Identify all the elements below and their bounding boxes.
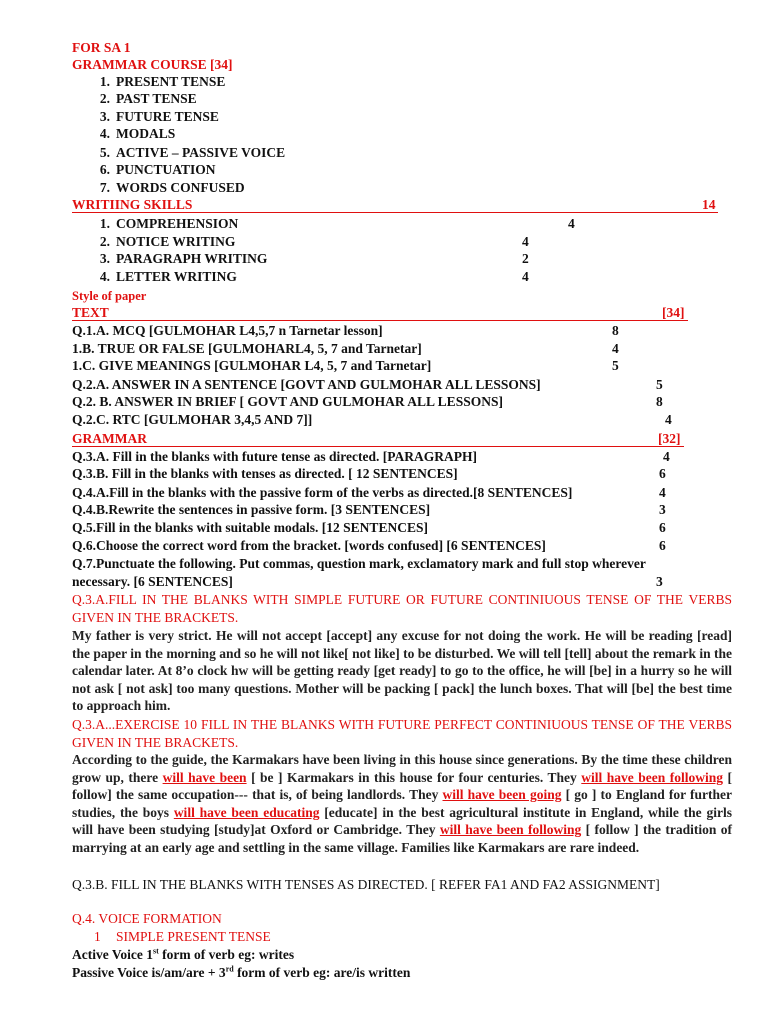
- list-item: COMPREHENSION: [116, 216, 239, 231]
- list-item: ACTIVE – PASSIVE VOICE: [116, 145, 286, 160]
- marks-value: 4: [659, 485, 666, 500]
- rule-sup: st: [152, 946, 159, 956]
- exercise-10-paragraph: [72, 751, 732, 856]
- question-row: Q.4.A.Fill in the blanks with the passive form of the verbs as directed.[8 SENTENCES]: [72, 485, 573, 500]
- marks-value: 6: [659, 520, 666, 535]
- heading-underline: [72, 320, 688, 321]
- for-sa-heading: FOR SA 1: [72, 40, 131, 55]
- list-item-number: 1.: [99, 216, 110, 231]
- marks-value: 3: [656, 574, 663, 589]
- question-row: 1.C. GIVE MEANINGS [GULMOHAR L4, 5, 7 and Tarnetar]: [72, 358, 432, 373]
- filled-blank: will have been following: [581, 769, 724, 785]
- list-item-number: 3.: [99, 251, 110, 266]
- text-section-heading: TEXT: [72, 305, 109, 320]
- paragraph-text: [ be ] Karmakars in this house for four centuries. They: [246, 769, 582, 785]
- list-item-number: 7.: [99, 180, 110, 195]
- writing-skills-heading: WRITIING SKILLS: [72, 197, 193, 212]
- q3b-line: Q.3.B. FILL IN THE BLANKS WITH TENSES AS DIRECTED. [ REFER FA1 AND FA2 ASSIGNMENT]: [72, 877, 660, 892]
- list-item-number: 6.: [99, 162, 110, 177]
- grammar-section-heading: GRAMMAR: [72, 431, 147, 446]
- question-row: Q.6.Choose the correct word from the bracket. [words confused] [6 SENTENCES]: [72, 538, 546, 553]
- marks-value: 6: [659, 466, 666, 481]
- list-item: PARAGRAPH WRITING: [116, 251, 268, 266]
- q4-heading: Q.4. VOICE FORMATION: [72, 911, 222, 926]
- marks-value: 5: [612, 358, 619, 373]
- list-item: PAST TENSE: [116, 91, 197, 106]
- heading-underline: [72, 446, 684, 447]
- question-row: Q.3.B. Fill in the blanks with tenses as directed. [ 12 SENTENCES]: [72, 466, 458, 481]
- marks-value: 4: [522, 234, 529, 249]
- list-item-number: 5.: [99, 145, 110, 160]
- list-item-number: 3.: [99, 109, 110, 124]
- paragraph-text: [ follow] the same occupation--- that is, of being landlords. They: [72, 769, 732, 802]
- grammar-section-total: [32]: [658, 431, 681, 446]
- question-row: Q.5.Fill in the blanks with suitable modals. [12 SENTENCES]: [72, 520, 428, 535]
- style-of-paper-label: Style of paper: [72, 289, 147, 303]
- marks-value: 8: [656, 394, 663, 409]
- list-item-number: 4.: [99, 126, 110, 141]
- paragraph-text: [ go ] to England for further studies, the boys: [72, 787, 733, 820]
- q3a-heading: Q.3.A.FILL IN THE BLANKS WITH SIMPLE FUTURE OR FUTURE CONTINIUOUS TENSE OF THE VERBS GIVEN IN THE BRACKETS.: [72, 592, 732, 625]
- filled-blank: will have been going: [442, 787, 562, 802]
- paragraph-text: According to the guide, the Karmakars have been living in this house since generations. By the time these children grow up, there: [72, 752, 732, 785]
- list-item: MODALS: [116, 126, 176, 141]
- sub-heading: SIMPLE PRESENT TENSE: [116, 929, 271, 944]
- question-row: Q.2.C. RTC [GULMOHAR 3,4,5 AND 7]]: [72, 412, 313, 427]
- filled-blank: will have been: [162, 769, 247, 785]
- paragraph-text: [educate] in the best agricultural institute in England, while the girls will have been studying [study]at Oxford or Cambridge. They: [72, 804, 732, 837]
- marks-value: 5: [656, 377, 663, 392]
- rule-text: Passive Voice is/am/are + 3: [72, 965, 226, 980]
- writing-skills-total: 14: [702, 197, 716, 212]
- rule-sup: rd: [225, 964, 234, 974]
- exercise-10-heading: Q.3.A...EXERCISE 10 FILL IN THE BLANKS WITH FUTURE PERFECT CONTINIUOUS TENSE OF THE VERBS GIVEN IN THE BRACKETS.: [72, 717, 732, 750]
- list-item: NOTICE WRITING: [116, 234, 236, 249]
- question-row: 1.B. TRUE OR FALSE [GULMOHARL4, 5, 7 and Tarnetar]: [72, 341, 422, 356]
- filled-blank: will have been educating: [173, 804, 320, 820]
- q3a-paragraph: My father is very strict. He will not accept [accept] any excuse for not doing the work. He will be reading [read] the paper in the morning and so he will not like[ not like] to be disturbed. We will tell [tell] about the remark in the calendar later. At 8’o clock hw will be getting ready [get ready] to go to the office, he will [be] in a hurry so he will not ask [ not ask] too many questions. Mother will be packing [ pack] the lunch boxes. That will [be] the best time to approach him.: [72, 628, 732, 713]
- filled-blank: will have been following: [439, 822, 582, 837]
- question-row: Q.3.A. Fill in the blanks with future tense as directed. [PARAGRAPH]: [72, 449, 477, 464]
- passive-voice-rule: [72, 965, 410, 981]
- marks-value: 4: [663, 449, 670, 464]
- list-item: WORDS CONFUSED: [116, 180, 245, 195]
- marks-value: 6: [659, 538, 666, 553]
- grammar-course-heading: GRAMMAR COURSE [34]: [72, 57, 233, 72]
- marks-value: 4: [665, 412, 672, 427]
- active-voice-rule: [72, 947, 294, 963]
- list-item: PRESENT TENSE: [116, 74, 226, 89]
- paragraph-text: [ follow ] the tradition of marrying at an early age and settling in the same village. Families like Karmakars are rare indeed.: [72, 822, 732, 855]
- marks-value: 8: [612, 323, 619, 338]
- question-row: Q.2. B. ANSWER IN BRIEF [ GOVT AND GULMOHAR ALL LESSONS]: [72, 394, 503, 409]
- list-item: FUTURE TENSE: [116, 109, 219, 124]
- list-item-number: 1.: [99, 74, 110, 89]
- text-section-total: [34]: [662, 305, 685, 320]
- question-row: necessary. [6 SENTENCES]: [72, 574, 233, 589]
- list-item: LETTER WRITING: [116, 269, 237, 284]
- question-row: Q.2.A. ANSWER IN A SENTENCE [GOVT AND GULMOHAR ALL LESSONS]: [72, 377, 541, 392]
- marks-value: 3: [659, 502, 666, 517]
- marks-value: 2: [522, 251, 529, 266]
- rule-text: Active Voice 1: [72, 947, 153, 962]
- rule-text: form of verb eg: are/is written: [233, 965, 411, 980]
- list-item-number: 4.: [99, 269, 110, 284]
- marks-value: 4: [612, 341, 619, 356]
- question-row: Q.7.Punctuate the following. Put commas, question mark, exclamatory mark and full stop wherever: [72, 556, 646, 571]
- question-row: Q.4.B.Rewrite the sentences in passive form. [3 SENTENCES]: [72, 502, 431, 517]
- rule-text: form of verb eg: writes: [158, 947, 295, 962]
- list-item-number: 2.: [99, 91, 110, 106]
- marks-value: 4: [522, 269, 529, 284]
- question-row: Q.1.A. MCQ [GULMOHAR L4,5,7 n Tarnetar lesson]: [72, 323, 383, 338]
- heading-underline: [72, 212, 718, 213]
- list-item-number: 2.: [99, 234, 110, 249]
- sub-item-number: 1: [94, 929, 101, 944]
- marks-value: 4: [568, 216, 575, 231]
- list-item: PUNCTUATION: [116, 162, 216, 177]
